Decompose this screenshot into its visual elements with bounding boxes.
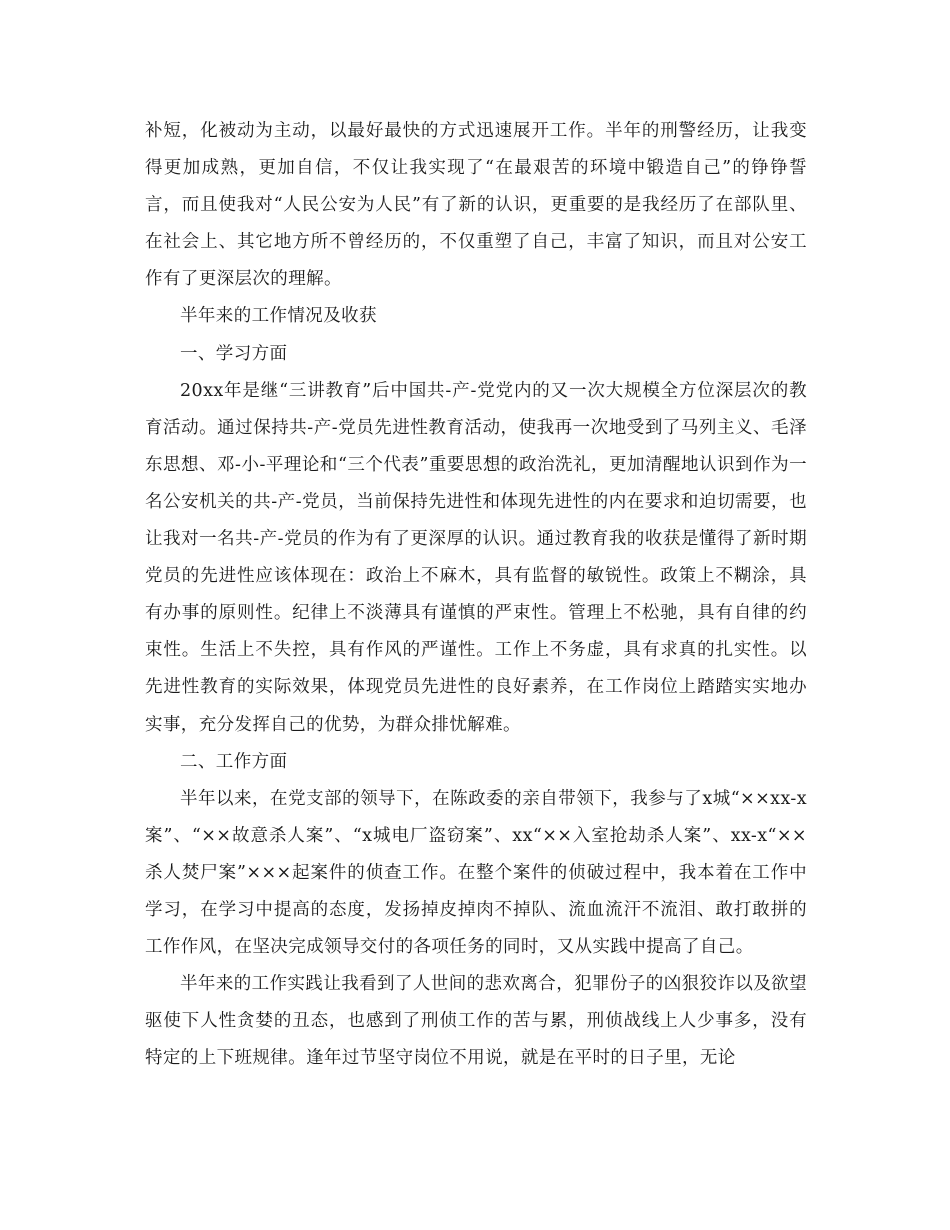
paragraph-study: 20xx年是继“三讲教育”后中国共-产-党党内的又一次大规模全方位深层次的教育活动。通过保持共-产-党员先进性教育活动，使我再一次地受到了马列主义、毛泽东思想、邓-小-平理论和“三个代表”重要思想的政治洗礼，更加清醒地认识到作为一名公安机关的共-产-党员，当前保持先进性和体现先进性的内在要求和迫切需要，也让我对一名共-产-党员的作为有了更深厚的认识。通过教育我的收获是懂得了新时期党员的先进性应该体现在：政治上不麻木，具有监督的敏锐性。政策上不糊涂，具有办事的原则性。纪律上不淡薄具有谨慎的严束性。管理上不松驰，具有自律的约束性。生活上不失控，具有作风的严谨性。工作上不务虚，具有求真的扎实性。以先进性教育的实际效果，体现党员先进性的良好素养，在工作岗位上踏踏实实地办实事，充分发挥自己的优势，为群众排忧解难。 — [145, 380, 807, 735]
subsection-heading-work: 二、工作方面 — [180, 751, 288, 772]
paragraph-work: 半年以来，在党支部的领导下，在陈政委的亲自带领下，我参与了x城“××xx-x案”、“××故意杀人案”、“x城电厂盗窃案”、xx“××入室抢劫杀人案”、xx-x“××杀人焚尸案”×××起案件的侦查工作。在整个案件的侦破过程中，我本着在工作中学习，在学习中提高的态度，发扬掉皮掉肉不掉队、流血流汗不流泪、敢打敢拼的工作作风，在坚决完成领导交付的各项任务的同时，又从实践中提高了自己。 — [145, 788, 807, 958]
document-body — [145, 113, 807, 1077]
paragraph-reflection: 半年来的工作实践让我看到了人世间的悲欢离合，犯罪份子的凶狠狡诈以及欲望驱使下人性贪婪的丑态，也感到了刑侦工作的苦与累，刑侦战线上人少事多，没有特定的上下班规律。逢年过节坚守岗位不用说，就是在平时的日子里，无论 — [145, 974, 807, 1069]
paragraph-continuation: 补短，化被动为主动，以最好最快的方式迅速展开工作。半年的刑警经历，让我变得更加成熟，更加自信，不仅让我实现了“在最艰苦的环境中锻造自己”的铮铮誓言，而且使我对“人民公安为人民”有了新的认识，更重要的是我经历了在部队里、在社会上、其它地方所不曾经历的，不仅重塑了自己，丰富了知识，而且对公安工作有了更深层次的理解。 — [145, 121, 807, 290]
subsection-heading-study: 一、学习方面 — [180, 343, 288, 364]
section-title: 半年来的工作情况及收获 — [180, 306, 377, 327]
